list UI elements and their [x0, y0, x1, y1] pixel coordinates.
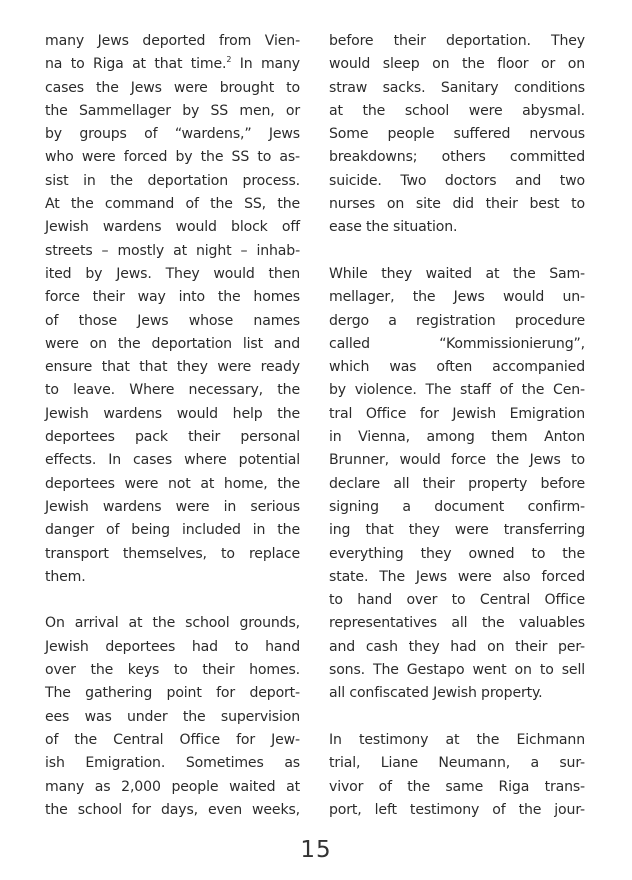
text-line: the Sammellager by SS men, or — [45, 102, 300, 119]
text-line: Jewish wardens would help the — [45, 405, 300, 422]
page-number: 15 — [300, 837, 332, 863]
text-line: The gathering point for deport- — [45, 685, 300, 702]
text-line: streets – mostly at night – inhab- — [45, 242, 300, 259]
paragraph — [329, 263, 585, 706]
text-line: trial, Liane Neumann, a sur- — [329, 755, 585, 772]
text-line: called “Kommissionierung”, — [329, 335, 585, 352]
text-line: were on the deportation list and — [45, 335, 300, 352]
text-line: all confiscated Jewish property. — [329, 685, 543, 702]
text-line: effects. In cases where potential — [45, 452, 300, 469]
text-line: breakdowns; others committed — [329, 149, 585, 166]
text-line: Jewish deportees had to hand — [45, 638, 300, 655]
text-line: cases the Jews were brought to — [45, 79, 300, 96]
text-line: many as 2,000 people waited at — [45, 778, 300, 795]
text-line: sist in the deportation process. — [45, 172, 300, 189]
paragraph — [329, 30, 585, 240]
text-line: them. — [45, 568, 86, 585]
text-line: Brunner, would force the Jews to — [329, 452, 585, 469]
text-line: ees was under the supervision — [45, 708, 300, 725]
text-line: state. The Jews were also forced — [329, 568, 585, 585]
text-line: tral Office for Jewish Emigration — [329, 405, 585, 422]
text-line: deportees pack their personal — [45, 429, 300, 446]
text-line: who were forced by the SS to as- — [45, 149, 300, 166]
text-line: and cash they had on their per- — [329, 638, 585, 655]
text-line: ing that they were transferring — [329, 522, 585, 539]
text-line: before their deportation. They — [329, 33, 585, 49]
text-line-with-footnote — [45, 53, 300, 76]
text-line: signing a document confirm- — [329, 498, 585, 515]
text-line: In testimony at the Eichmann — [329, 731, 585, 748]
footnote-marker: 2 — [226, 55, 232, 65]
text-line: nurses on site did their best to — [329, 196, 585, 213]
text-line: the school for days, even weeks, — [45, 801, 300, 818]
text-line: suicide. Two doctors and two — [329, 172, 585, 189]
text-line: At the command of the SS, the — [45, 196, 300, 213]
text-line: While they waited at the Sam- — [329, 265, 585, 282]
text-line: to leave. Where necessary, the — [45, 382, 300, 399]
text-fragment: na to Riga at that time. — [45, 56, 227, 73]
text-line: On arrival at the school grounds, — [45, 615, 300, 632]
text-line: of the Central Office for Jew- — [45, 731, 300, 748]
paragraph-gap — [329, 240, 585, 263]
text-line: in Vienna, among them Anton — [329, 429, 585, 446]
text-line: sons. The Gestapo went on to sell — [329, 662, 585, 679]
text-line: to hand over to Central Office — [329, 592, 585, 609]
text-line: at the school were abysmal. — [329, 102, 585, 119]
left-column — [45, 30, 300, 822]
text-line: transport themselves, to replace — [45, 545, 300, 562]
paragraph — [329, 729, 585, 822]
paragraph — [45, 30, 300, 589]
text-line: straw sacks. Sanitary conditions — [329, 79, 585, 96]
paragraph-gap — [45, 589, 300, 612]
text-line: vivor of the same Riga trans- — [329, 778, 585, 795]
text-line: dergo a registration procedure — [329, 312, 585, 329]
text-line: ish Emigration. Sometimes as — [45, 755, 300, 772]
text-line: deportees were not at home, the — [45, 475, 300, 492]
text-line: port, left testimony of the jour- — [329, 801, 585, 818]
right-column — [329, 30, 585, 822]
text-line: Jewish wardens would block off — [45, 219, 300, 236]
text-line: everything they owned to the — [329, 545, 585, 562]
text-fragment: In many — [231, 56, 300, 73]
text-line: many Jews deported from Vien- — [45, 33, 300, 49]
text-line: ease the situation. — [329, 219, 458, 236]
text-line: would sleep on the floor or on — [329, 56, 585, 73]
text-line: mellager, the Jews would un- — [329, 289, 585, 306]
text-line: over the keys to their homes. — [45, 662, 300, 679]
text-line: declare all their property before — [329, 475, 585, 492]
text-line: representatives all the valuables — [329, 615, 585, 632]
text-line: which was often accompanied — [329, 359, 585, 376]
text-line: ensure that that they were ready — [45, 359, 300, 376]
text-line: ited by Jews. They would then — [45, 265, 300, 282]
paragraph-gap — [329, 706, 585, 729]
text-line: Jewish wardens were in serious — [45, 498, 300, 515]
text-line: by groups of “wardens,” Jews — [45, 126, 300, 143]
text-line: of those Jews whose names — [45, 312, 300, 329]
text-line: by violence. The staff of the Cen- — [329, 382, 585, 399]
paragraph — [45, 612, 300, 822]
text-line: danger of being included in the — [45, 522, 300, 539]
text-line: force their way into the homes — [45, 289, 300, 306]
text-line: Some people suffered nervous — [329, 126, 585, 143]
